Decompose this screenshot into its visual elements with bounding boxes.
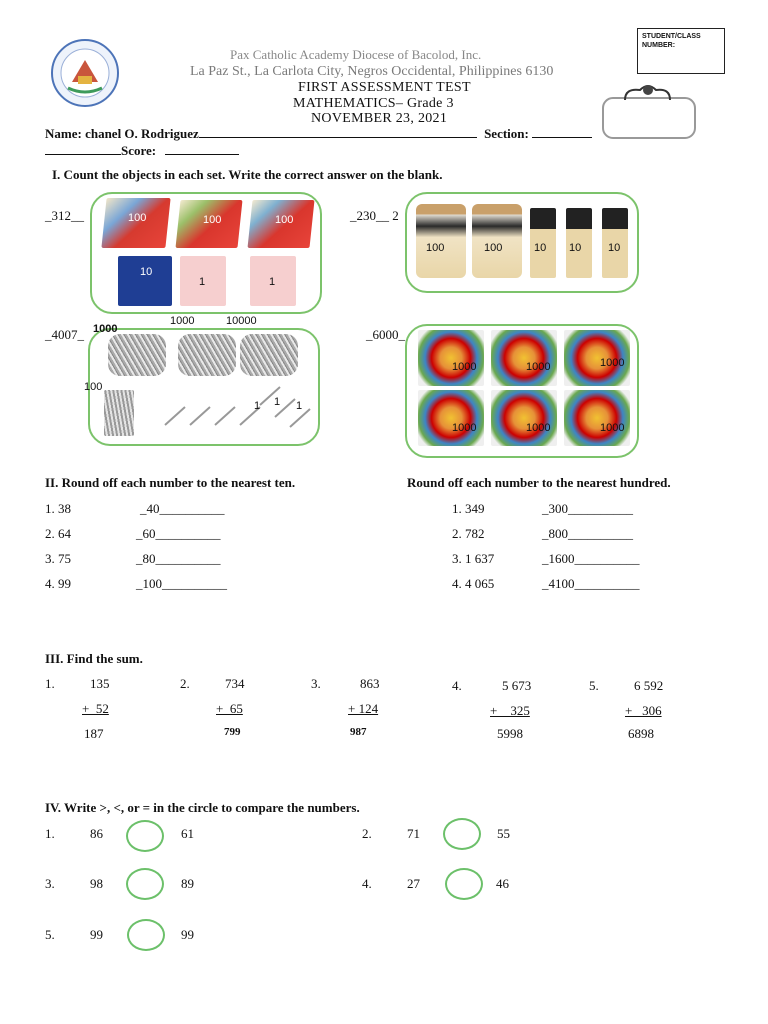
compare3-left: 98: [90, 876, 103, 891]
set1-label-4: 10: [140, 266, 153, 278]
rubber-band-pile-6: [564, 390, 630, 446]
nail-pile-1000-c: [240, 334, 298, 376]
set4-label-6: 1000: [600, 422, 625, 434]
compare5-circle[interactable]: [127, 919, 165, 951]
compare5-left: 99: [90, 927, 103, 942]
compare2-left: 71: [407, 826, 420, 841]
student-name-line[interactable]: Name: chanel O. Rodriguez Section:: [45, 126, 725, 142]
compare1-number: 1.: [45, 826, 55, 841]
sum4-answer[interactable]: 5998: [497, 726, 523, 741]
set4-label-1: 1000: [452, 361, 477, 373]
sum1-answer[interactable]: 187: [84, 726, 104, 741]
set1-label-5: 1: [199, 276, 206, 288]
answer-set3[interactable]: _4007_: [45, 327, 84, 342]
paper-stack-10: [118, 256, 172, 306]
sum4-top: 5 673: [502, 678, 532, 693]
test-date: NOVEMBER 23, 2021: [311, 111, 448, 126]
sum4-number: 4.: [452, 678, 462, 693]
answer-set1[interactable]: _312__: [45, 208, 84, 223]
nail-pile-1000-a: [108, 334, 166, 376]
round-hundred-a4[interactable]: _4100__________: [542, 576, 640, 591]
set3-label-1: 1000: [93, 323, 118, 335]
sum3-answer[interactable]: 987: [350, 726, 367, 738]
set3-label-7: 1: [296, 400, 303, 412]
sum1-top: 135: [90, 676, 110, 691]
compare2-right: 55: [497, 826, 510, 841]
sum2-answer[interactable]: 799: [224, 726, 241, 738]
compare3-circle[interactable]: [126, 868, 164, 900]
compare2-number: 2.: [362, 826, 372, 841]
round-ten-a3[interactable]: _80__________: [136, 551, 221, 566]
set4-label-5: 1000: [526, 422, 551, 434]
score-line[interactable]: Score:: [45, 143, 239, 159]
section-label: Section:: [484, 126, 529, 141]
part1-instruction: I. Count the objects in each set. Write the correct answer on the blank.: [52, 167, 443, 182]
round-ten-q3: 3. 75: [45, 551, 71, 566]
compare5-right: 99: [181, 927, 194, 942]
rubber-band-pile-4: [418, 390, 484, 446]
school-address: La Paz St., La Carlota City, Negros Occidental, Philippines 6130: [190, 64, 554, 79]
nail-bundle-100: [104, 390, 134, 436]
rubber-band-pile-5: [491, 390, 557, 446]
sum1-number: 1.: [45, 676, 55, 691]
set3-label-6: 1: [274, 396, 281, 408]
set1-label-1: 100: [128, 212, 147, 224]
part4-title: IV. Write >, <, or = in the circle to compare the numbers.: [45, 800, 360, 815]
compare4-left: 27: [407, 876, 420, 891]
rubber-band-pile-2: [491, 330, 557, 386]
set3-label-5: 1: [254, 400, 261, 412]
part2-left-title: II. Round off each number to the nearest ten.: [45, 475, 296, 490]
set3-label-2: 1000: [170, 315, 195, 327]
set3-label-4: 100: [84, 381, 103, 393]
nail-pile-1000-b: [178, 334, 236, 376]
round-hundred-a2[interactable]: _800__________: [542, 526, 633, 541]
set3-label-3: 10000: [226, 315, 257, 327]
compare1-circle[interactable]: [126, 820, 164, 852]
round-ten-q4: 4. 99: [45, 576, 71, 591]
round-hundred-a3[interactable]: _1600__________: [542, 551, 640, 566]
rubber-band-pile-1: [418, 330, 484, 386]
student-class-number-box: STUDENT/CLASS NUMBER:: [637, 28, 725, 74]
sum4-addend: + 325: [490, 703, 530, 718]
round-ten-q2: 2. 64: [45, 526, 71, 541]
sum3-top: 863: [360, 676, 380, 691]
set4-label-2: 1000: [526, 361, 551, 373]
school-logo: [50, 38, 120, 108]
sum2-number: 2.: [180, 676, 190, 691]
set1-label-6: 1: [269, 276, 276, 288]
round-hundred-q2: 2. 782: [452, 526, 485, 541]
compare4-right: 46: [496, 876, 509, 891]
sum5-answer[interactable]: 6898: [628, 726, 654, 741]
sum2-top: 734: [225, 676, 245, 691]
round-ten-a1[interactable]: _40__________: [140, 501, 225, 516]
match-jar-100-b: [472, 204, 522, 278]
round-ten-q1: 1. 38: [45, 501, 71, 516]
test-title: FIRST ASSESSMENT TEST: [298, 80, 471, 95]
test-subject: MATHEMATICS– Grade 3: [293, 96, 454, 111]
sum5-number: 5.: [589, 678, 599, 693]
part3-title: III. Find the sum.: [45, 651, 143, 666]
sum5-addend: + 306: [625, 703, 662, 718]
compare2-circle[interactable]: [443, 818, 481, 850]
set2-label-1: 100: [426, 242, 445, 254]
round-hundred-q1: 1. 349: [452, 501, 485, 516]
round-hundred-a1[interactable]: _300__________: [542, 501, 633, 516]
compare1-right: 61: [181, 826, 194, 841]
answer-set4[interactable]: _6000_: [366, 327, 405, 342]
compare4-circle[interactable]: [445, 868, 483, 900]
set2-label-2: 100: [484, 242, 503, 254]
compare4-number: 4.: [362, 876, 372, 891]
round-hundred-q4: 4. 4 065: [452, 576, 495, 591]
set2-label-3: 10: [534, 242, 547, 254]
round-ten-a4[interactable]: _100__________: [136, 576, 227, 591]
school-name: Pax Catholic Academy Diocese of Bacolod, Inc.: [230, 47, 482, 62]
set2-label-4: 10: [569, 242, 582, 254]
sum2-addend: + 65: [216, 701, 243, 716]
match-jar-100-a: [416, 204, 466, 278]
set4-label-4: 1000: [452, 422, 477, 434]
sum1-addend: + 52: [82, 701, 109, 716]
compare3-right: 89: [181, 876, 194, 891]
set2-label-5: 10: [608, 242, 621, 254]
compare1-left: 86: [90, 826, 103, 841]
sum5-top: 6 592: [634, 678, 664, 693]
set1-label-2: 100: [203, 214, 222, 226]
answer-set2[interactable]: _230__ 2: [350, 208, 399, 223]
compare5-number: 5.: [45, 927, 55, 942]
set4-label-3: 1000: [600, 357, 625, 369]
set1-label-3: 100: [275, 214, 294, 226]
round-ten-a2[interactable]: _60__________: [136, 526, 221, 541]
sum3-number: 3.: [311, 676, 321, 691]
compare3-number: 3.: [45, 876, 55, 891]
part2-right-title: Round off each number to the nearest hundred.: [407, 475, 671, 490]
round-hundred-q3: 3. 1 637: [452, 551, 495, 566]
sum3-addend: + 124: [348, 701, 379, 716]
